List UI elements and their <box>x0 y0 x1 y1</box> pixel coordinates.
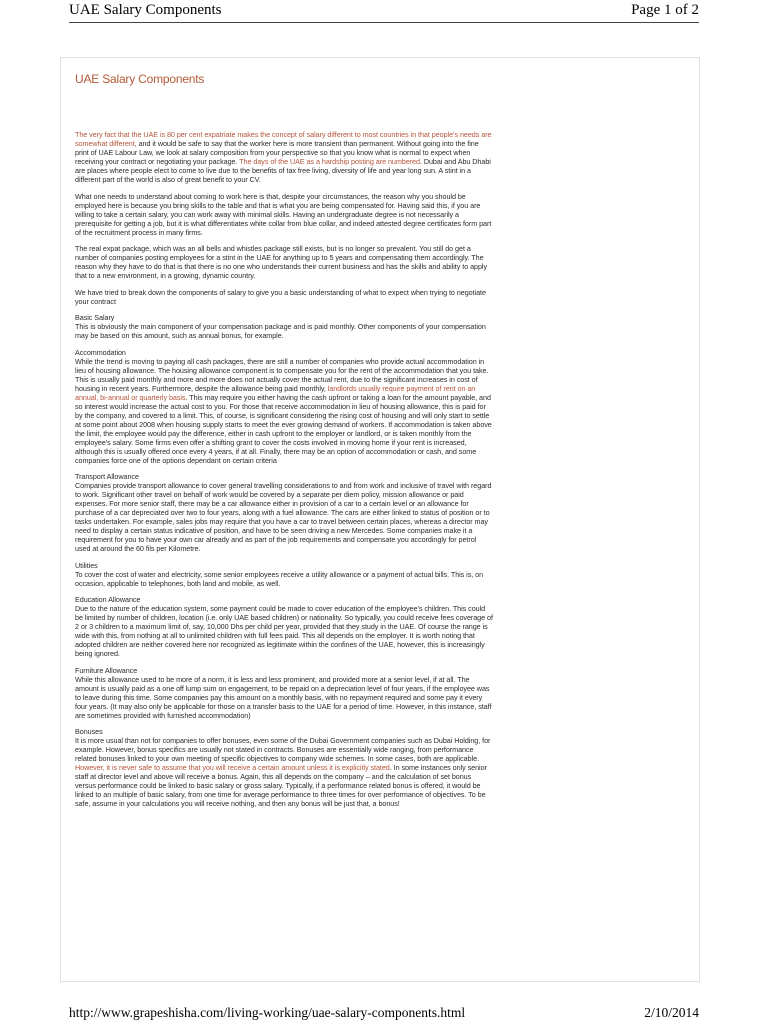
print-date: 2/10/2014 <box>644 1005 699 1020</box>
section-text: To cover the cost of water and electricity, some senior employees receive a utility allowance or a payment of actual bills. This is, on occasion, applicable to telephones, both land and mobile, as well. <box>75 569 484 588</box>
section-text: This is obviously the main component of your compensation package and is paid monthly. Other components of your compensation may be based on this amount, such as annual bonus, for example. <box>75 322 486 340</box>
header-divider <box>69 22 699 23</box>
section-heading: Bonuses <box>75 727 103 736</box>
page-number: Page 1 of 2 <box>631 2 699 18</box>
print-header <box>69 0 699 20</box>
section-furniture-allowance <box>75 666 493 720</box>
section-education-allowance <box>75 595 493 658</box>
section-heading: Furniture Allowance <box>75 665 138 675</box>
section-text: . This may require you either having the cash upfront or taking a loan for the amount payable, and so interest would increase the actual cost to you. For those that receive accommodation in lieu of housing allowance, this is paid for by the company, and covered to a limit. This, of course, is significant considering the rising cost of housing and will only start to settle at some point about 2008 when housing supply starts to meet the ever growing demand of workers. If accommodation is taken above the limit, the employee would pay the difference, either in cash upfront to the employer or landlord, or is taken monthly from the employee’s salary. Some firms even offer a shifting grant to cover the costs involved in moving home if your rent is increased, although this is usually offered once every 4 years, if at all. Finally, there may be an option of accommodation or cash, and some companies force one of the options dependant on certain criteria <box>75 392 492 465</box>
section-text: . In some instances only senior staff at director level and above will receive a bonus. Again, this all depends on the company – and the calculation of set bonus versus performance could be linked to basic salary or gross salary. Typically, if a performance related bonus is offered, it would be linked to an multiple of basic salary, from one time for average performance to three times for over performance of objectives. To be safe, assume in your calculations you will receive nothing, and then any bonus will be just that, a bonus! <box>75 763 487 808</box>
print-footer <box>69 1004 699 1022</box>
article-card <box>60 57 700 982</box>
section-heading: Accommodation <box>75 347 126 357</box>
section-basic-salary <box>75 313 493 340</box>
article-title: UAE Salary Components <box>75 72 205 86</box>
highlight-link[interactable]: However, it is never safe to assume that you will receive a certain amount unless it is explicitly stated <box>75 763 390 772</box>
paragraph: We have tried to break down the components of salary to give you a basic understanding of what to expect when trying to negotiate your contract <box>75 287 486 306</box>
paragraph: The real expat package, which was an all bells and whistles package still exists, but is no longer so prevalent. You still do get a number of companies posting employees for a stint in the UAE for anything up to 5 years and compensating them accordingly. The reason why they have to do that is that there is no one who understands their current business and has the skills and ability to apply that to a new environment, in a growing, dynamic country. <box>75 244 488 280</box>
section-text: While the trend is moving to paying all cash packages, there are still a number of companies who provide actual accommodation in lieu of housing allowance. The housing allowance component is to compensate you for the rent of the accommodation that you take. This is usually paid monthly and more and more does not actually cover the actual rent, due to the significant increases in cost of housing in recent years. Furthermore, despite the allowance being paid monthly, <box>75 356 489 393</box>
highlight-link[interactable]: landlords usually require payment of rent on an annual, bi-annual or quarterly basis <box>75 383 476 402</box>
section-transport-allowance <box>75 472 493 553</box>
section-heading: Basic Salary <box>75 313 115 322</box>
article-body <box>75 130 493 816</box>
section-accommodation <box>75 348 493 465</box>
section-text: While this allowance used to be more of a norm, it is less and less prominent, and provided more at a senior level, if at all. The amount is usually paid as a one off lump sum on engagement, to be repaid on a depreciation level of four years, if the employee was to leave during this time. Some companies pay this amount on a monthly basis, with no repayment required and some pay it every four years. (It may also only be applicable for those on a transfer basis to the UAE for a period of time. However, in this instance, staff are sometimes provided with furnished accommodation) <box>75 674 492 720</box>
section-heading: Utilities <box>75 560 98 570</box>
section-utilities <box>75 561 493 588</box>
intro-text: . Dubai and Abu Dhabi are places where people elect to come to live due to the benefits of tax free living, diversity of life and year long sun. A stint in a different part of the world is also of great benefit to your CV. <box>75 157 491 184</box>
paragraph: What one needs to understand about coming to work here is that, despite your circumstances, the reason why you should be employed here is because you bring skills to the table and that is what you are being compensated for. Having said this, if you are willing to take a certain salary, you can work away with minimal skills. Having an undergraduate degree is not necessarily a prerequisite for getting a job, but it is what differentiates white collar from blue collar, and indeed attested degree certificates form part of the recruitment process in many firms. <box>75 191 492 237</box>
intro-paragraph <box>75 130 493 184</box>
document-title: UAE Salary Components <box>69 2 222 18</box>
section-bonuses <box>75 727 493 808</box>
section-text: Companies provide transport allowance to cover general travelling considerations to and from work and inclusive of travel with regard to work. Significant other travel on behalf of work would be covered by a separate per diem policy, mission allowance or paid expenses. For more senior staff, there may be a car allowance either in provision of a car to a certain level or an allowance for purchase of a car depreciated over two to four years, along with a fuel allowance. The cars are either linked to status of position or to tasks undertaken. For example, sales jobs may require that you have a car to travel between certain places, whereas a director may need to display a certain status indicative of position, and have to be seen driving a new Mercedes. Some companies make it a requirement for you to have your own car already and as part of the job requirements and compensate you accordingly for petrol used at around the 60 fils per Kilometre. <box>75 481 492 553</box>
highlight-link[interactable]: The days of the UAE as a hardship posting are numbered <box>239 157 420 166</box>
section-text: Due to the nature of the education system, some payment could be made to cover education of the employee’s children. This could be limited by number of children, location (i.e. only UAE based children) or nationality. So typically, you could receive fees coverage of 2 or 3 children to a maximum limit of, say, 10,000 Dhs per child per year, provided that they study in the UAE. Of course the range is wide with this, from nothing at all to unlimited children with full fees paid. This all depends on the employer. It is worth noting that adopted children are neither covered here nor recognized as legitimate within the confines of the UAE, however, this is increasingly being ignored. <box>75 604 493 658</box>
section-text: It is more usual than not for companies to offer bonuses, even some of the Dubai Government companies such as Dubai Holding, for example. However, bonus specifics are usually not stated in contracts. Bonuses are essentially wide ranging, from performance related bonuses linked to your own meeting of specific objectives to company wide schemes. In some cases, both are applicable. <box>75 736 491 763</box>
highlight-link[interactable]: The very fact that the UAE is 80 per cent expatriate makes the concept of salary different to most countries in that people’s needs are somewhat different <box>75 130 492 148</box>
section-heading: Transport Allowance <box>75 472 139 481</box>
intro-text: , and it would be safe to say that the worker here is more transient than permanent. Without going into the fine print of UAE Labour Law, we look at salary composition from your perspective so that you know what is normal to expect when receiving your contract or negotiating your package. <box>75 139 479 166</box>
section-heading: Education Allowance <box>75 595 141 604</box>
source-url: http://www.grapeshisha.com/living-working/uae-salary-components.html <box>69 1005 466 1020</box>
